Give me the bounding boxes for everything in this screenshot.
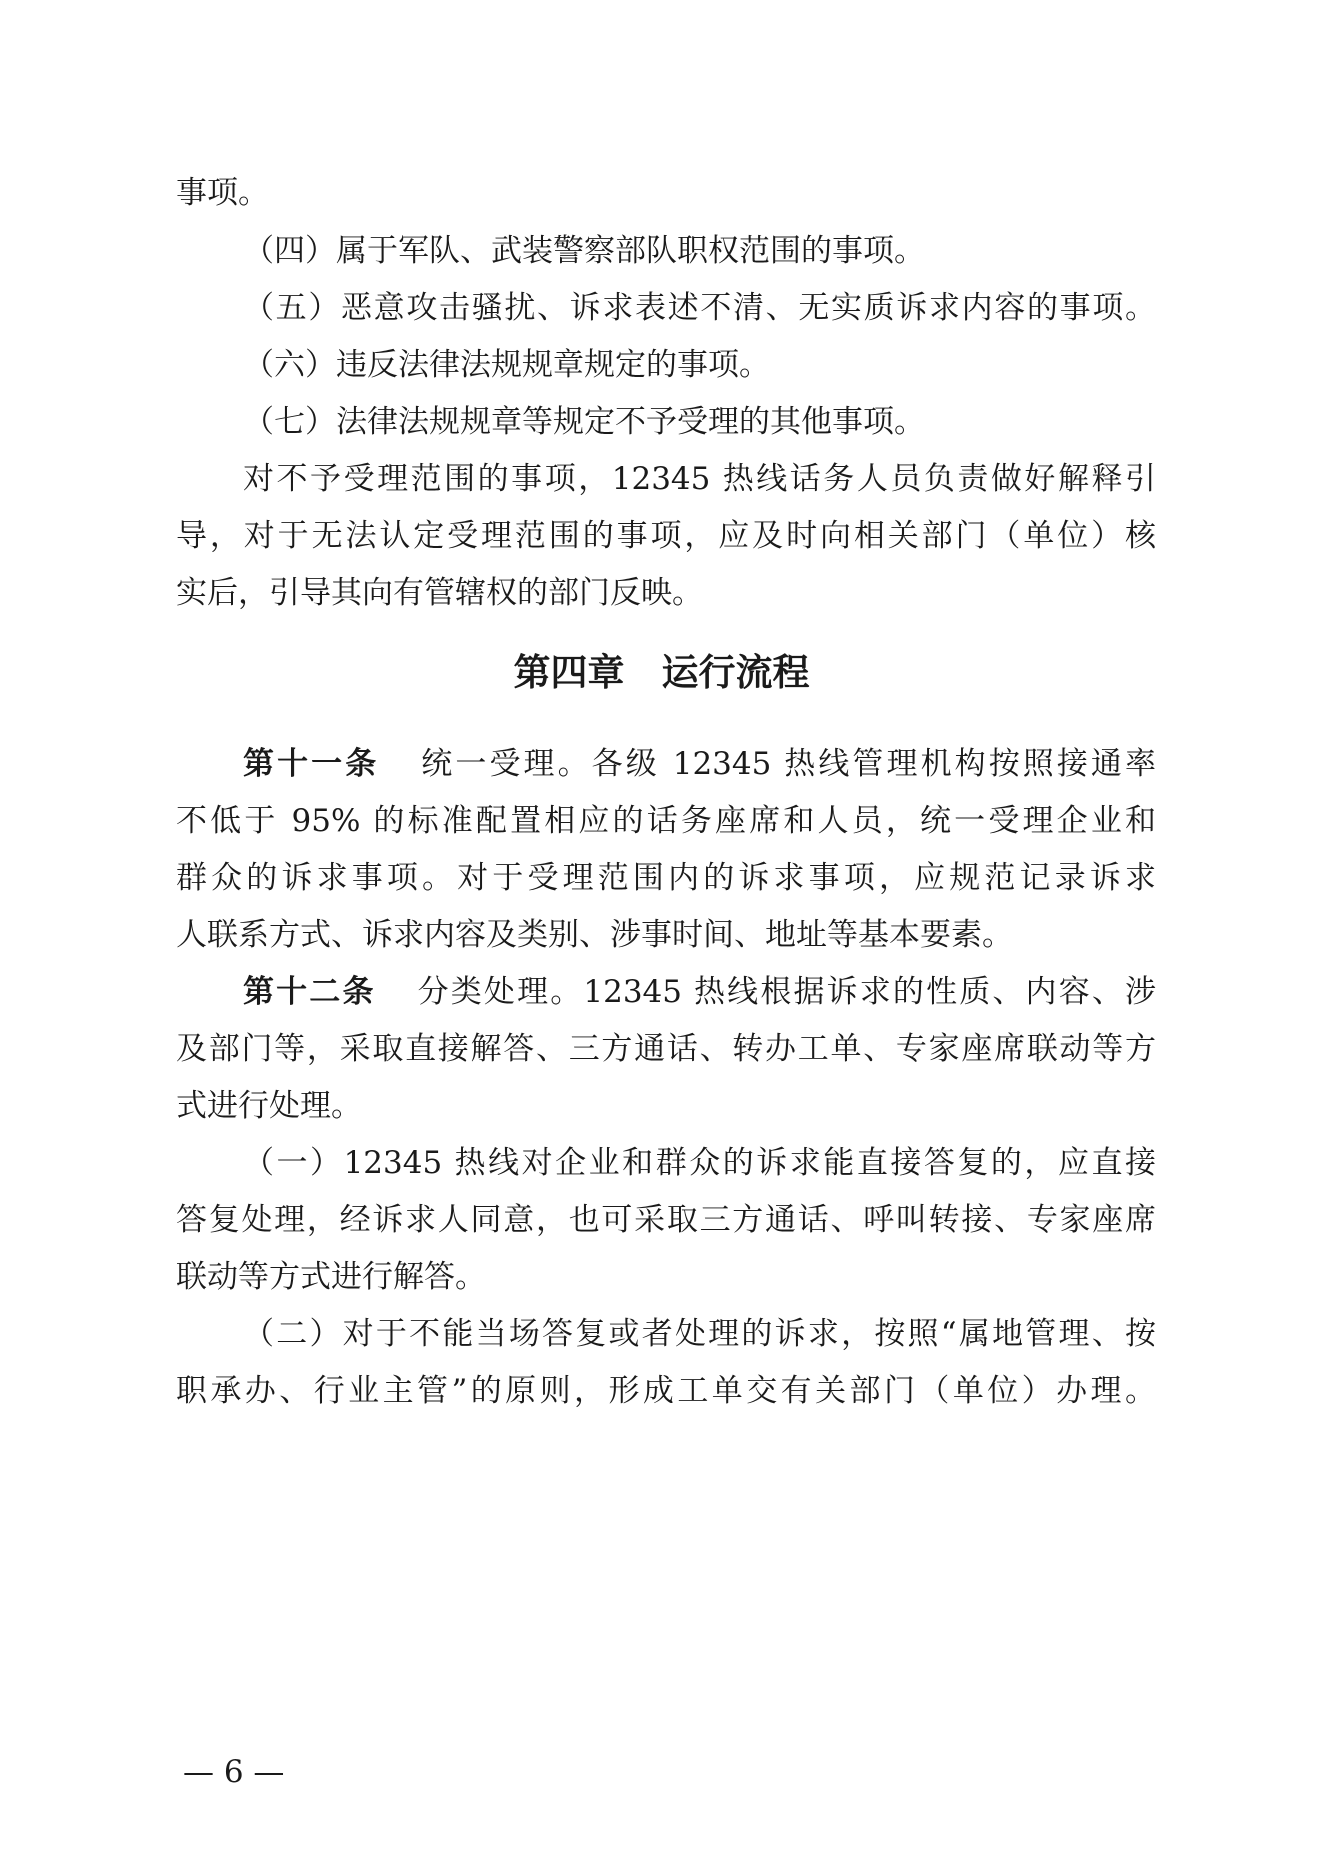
paragraph-line: 职承办、行业主管”的原则，形成工单交有关部门（单位）办理。 — [176, 1373, 1156, 1409]
article-heading: 第十一条 — [243, 746, 380, 782]
paragraph-line: 联动等方式进行解答。 — [176, 1259, 486, 1295]
paragraph-line: 式进行处理。 — [176, 1088, 362, 1124]
paragraph-line: （四）属于军队、武装警察部队职权范围的事项。 — [243, 233, 925, 269]
paragraph-line: 导，对于无法认定受理范围的事项，应及时向相关部门（单位）核 — [176, 518, 1156, 554]
paragraph-line: （七）法律法规规章等规定不予受理的其他事项。 — [243, 404, 925, 440]
paragraph-line: 群众的诉求事项。对于受理范围内的诉求事项，应规范记录诉求 — [176, 860, 1156, 896]
paragraph-line: 事项。 — [176, 175, 269, 211]
paragraph-line: 实后，引导其向有管辖权的部门反映。 — [176, 575, 703, 611]
page-number: — 6 — — [183, 1754, 285, 1790]
article-text: 分类处理。12345 热线根据诉求的性质、内容、涉 — [417, 974, 1156, 1010]
article-heading: 第十二条 — [243, 974, 376, 1010]
paragraph-line: 对不予受理范围的事项，12345 热线话务人员负责做好解释引 — [243, 461, 1156, 497]
paragraph-line: 人联系方式、诉求内容及类别、涉事时间、地址等基本要素。 — [176, 917, 1013, 953]
paragraph-line: （六）违反法律法规规章规定的事项。 — [243, 347, 770, 383]
paragraph-line: （二）对于不能当场答复或者处理的诉求，按照“属地管理、按 — [243, 1316, 1156, 1352]
paragraph-line: （一）12345 热线对企业和群众的诉求能直接答复的，应直接 — [243, 1145, 1156, 1181]
article-first-line — [243, 972, 1156, 1012]
paragraph-line: （五）恶意攻击骚扰、诉求表述不清、无实质诉求内容的事项。 — [243, 290, 1156, 326]
chapter-title: 第四章 运行流程 — [513, 651, 810, 694]
article-first-line — [243, 744, 1156, 784]
paragraph-line: 答复处理，经诉求人同意，也可采取三方通话、呼叫转接、专家座席 — [176, 1202, 1156, 1238]
article-text: 统一受理。各级 12345 热线管理机构按照接通率 — [421, 746, 1156, 782]
paragraph-line: 不低于 95% 的标准配置相应的话务座席和人员，统一受理企业和 — [176, 803, 1156, 839]
paragraph-line: 及部门等，采取直接解答、三方通话、转办工单、专家座席联动等方 — [176, 1031, 1156, 1067]
